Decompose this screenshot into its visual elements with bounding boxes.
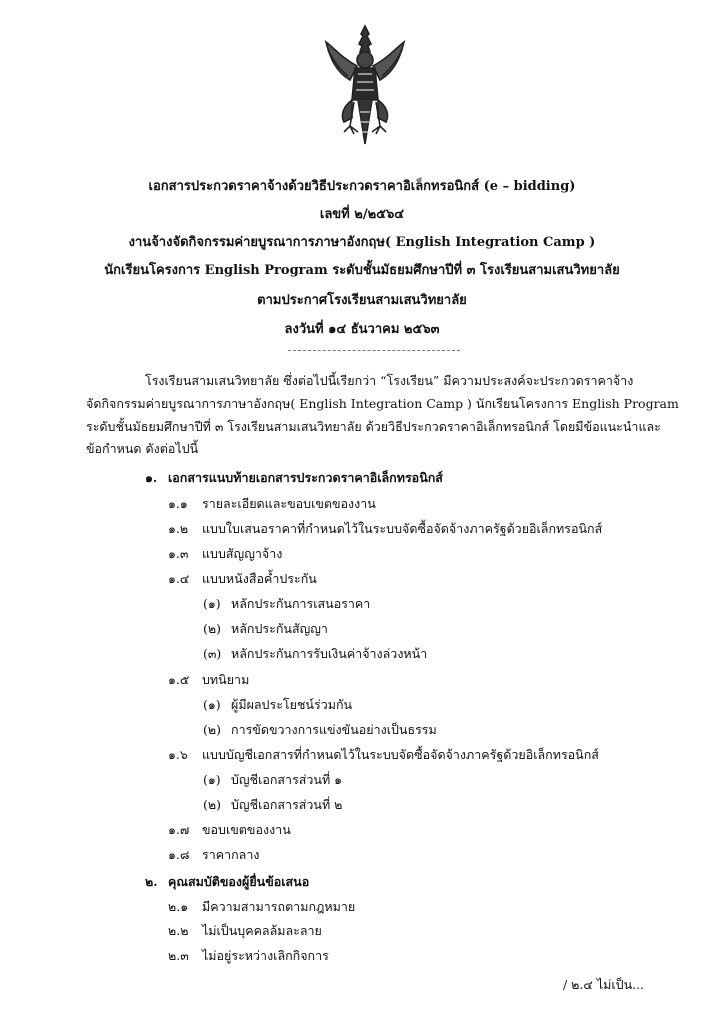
item-number: ๑.๓ <box>168 546 189 561</box>
item-text: มีความสามารถตามกฎหมาย <box>202 899 356 914</box>
item-text: รายละเอียดและขอบเขตของงาน <box>202 496 376 511</box>
item-number: (๑) <box>203 772 221 787</box>
item-number: ๑.๒ <box>168 521 189 536</box>
intro-line: ข้อกำหนด ดังต่อไปนี้ <box>86 441 199 456</box>
item-number: (๒) <box>203 797 221 812</box>
item-text: แบบสัญญาจ้าง <box>202 546 283 561</box>
item-text: ผู้มีผลประโยชน์ร่วมกัน <box>231 697 353 712</box>
item-text: บัญชีเอกสารส่วนที่ ๒ <box>231 797 343 812</box>
item-text: หลักประกันสัญญา <box>231 621 328 636</box>
announcement-ref: ตามประกาศโรงเรียนสามเสนวิทยาลัย <box>257 293 467 308</box>
item-text: แบบบัญชีเอกสารที่กำหนดไว้ในระบบจัดซื้อจัดจ้างภาครัฐด้วยอิเล็กทรอนิกส์ <box>202 747 599 762</box>
item-number: ๑.๘ <box>168 847 190 862</box>
continuation-note: / ๒.๔ ไม่เป็น... <box>563 977 645 992</box>
section-title: คุณสมบัติของผู้ยื่นข้อเสนอ <box>168 874 310 889</box>
item-number: ๒.๒ <box>168 923 189 938</box>
document-title: เอกสารประกวดราคาจ้างด้วยวิธีประกวดราคาอิเล็กทรอนิกส์ (e – bidding) <box>148 179 576 194</box>
item-text: หลักประกันการรับเงินค่าจ้างล่วงหน้า <box>231 646 428 661</box>
item-text: แบบใบเสนอราคาที่กำหนดไว้ในระบบจัดซื้อจัดจ้างภาครัฐด้วยอิเล็กทรอนิกส์ <box>202 521 603 536</box>
item-number: (๓) <box>203 646 222 661</box>
item-text: ราคากลาง <box>202 847 260 862</box>
project-subtitle: นักเรียนโครงการ English Program ระดับชั้นมัธยมศึกษาปีที่ ๓ โรงเรียนสามเสนวิทยาลัย <box>104 263 620 278</box>
item-text: บัญชีเอกสารส่วนที่ ๑ <box>231 772 343 787</box>
item-number: ๑.๔ <box>168 571 190 586</box>
section-title: เอกสารแนบท้ายเอกสารประกวดราคาอิเล็กทรอนิกส์ <box>168 470 443 485</box>
section-number: ๑. <box>145 470 158 485</box>
intro-line: ระดับชั้นมัธยมศึกษาปีที่ ๓ โรงเรียนสามเสนวิทยาลัย ด้วยวิธีประกวดราคาอิเล็กทรอนิกส์ โดยมีข้อแนะนำและ <box>86 419 661 434</box>
divider <box>288 350 460 351</box>
item-text: ขอบเขตของงาน <box>202 822 291 837</box>
item-number: ๒.๓ <box>168 948 189 963</box>
item-number: (๒) <box>203 621 221 636</box>
item-text: ไม่เป็นบุคคลล้มละลาย <box>202 923 322 938</box>
item-text: บทนิยาม <box>202 672 250 687</box>
document-number: เลขที่ ๒/๒๕๖๔ <box>319 207 405 222</box>
item-text: การขัดขวางการแข่งขันอย่างเป็นธรรม <box>231 722 437 737</box>
project-title: งานจ้างจัดกิจกรรมค่ายบูรณาการภาษาอังกฤษ( English Integration Camp ) <box>128 235 596 250</box>
item-number: (๒) <box>203 722 221 737</box>
item-text: ไม่อยู่ระหว่างเลิกกิจการ <box>202 948 329 963</box>
item-number: (๑) <box>203 697 221 712</box>
item-number: ๑.๑ <box>168 496 188 511</box>
garuda-emblem <box>322 22 408 150</box>
item-number: ๒.๑ <box>168 899 189 914</box>
item-text: หลักประกันการเสนอราคา <box>231 596 371 611</box>
section-number: ๒. <box>145 874 158 889</box>
item-number: ๑.๖ <box>168 747 188 762</box>
item-text: แบบหนังสือค้ำประกัน <box>202 571 317 586</box>
intro-line: จัดกิจกรรมค่ายบูรณาการภาษาอังกฤษ( English Integration Camp ) นักเรียนโครงการ English Program <box>86 396 679 411</box>
announcement-date: ลงวันที่ ๑๔ ธันวาคม ๒๕๖๓ <box>284 322 440 337</box>
item-number: ๑.๗ <box>168 822 190 837</box>
item-number: (๑) <box>203 596 221 611</box>
intro-line: โรงเรียนสามเสนวิทยาลัย ซึ่งต่อไปนี้เรียกว่า “โรงเรียน” มีความประสงค์จะประกวดราคาจ้าง <box>145 373 634 388</box>
item-number: ๑.๕ <box>168 672 190 687</box>
